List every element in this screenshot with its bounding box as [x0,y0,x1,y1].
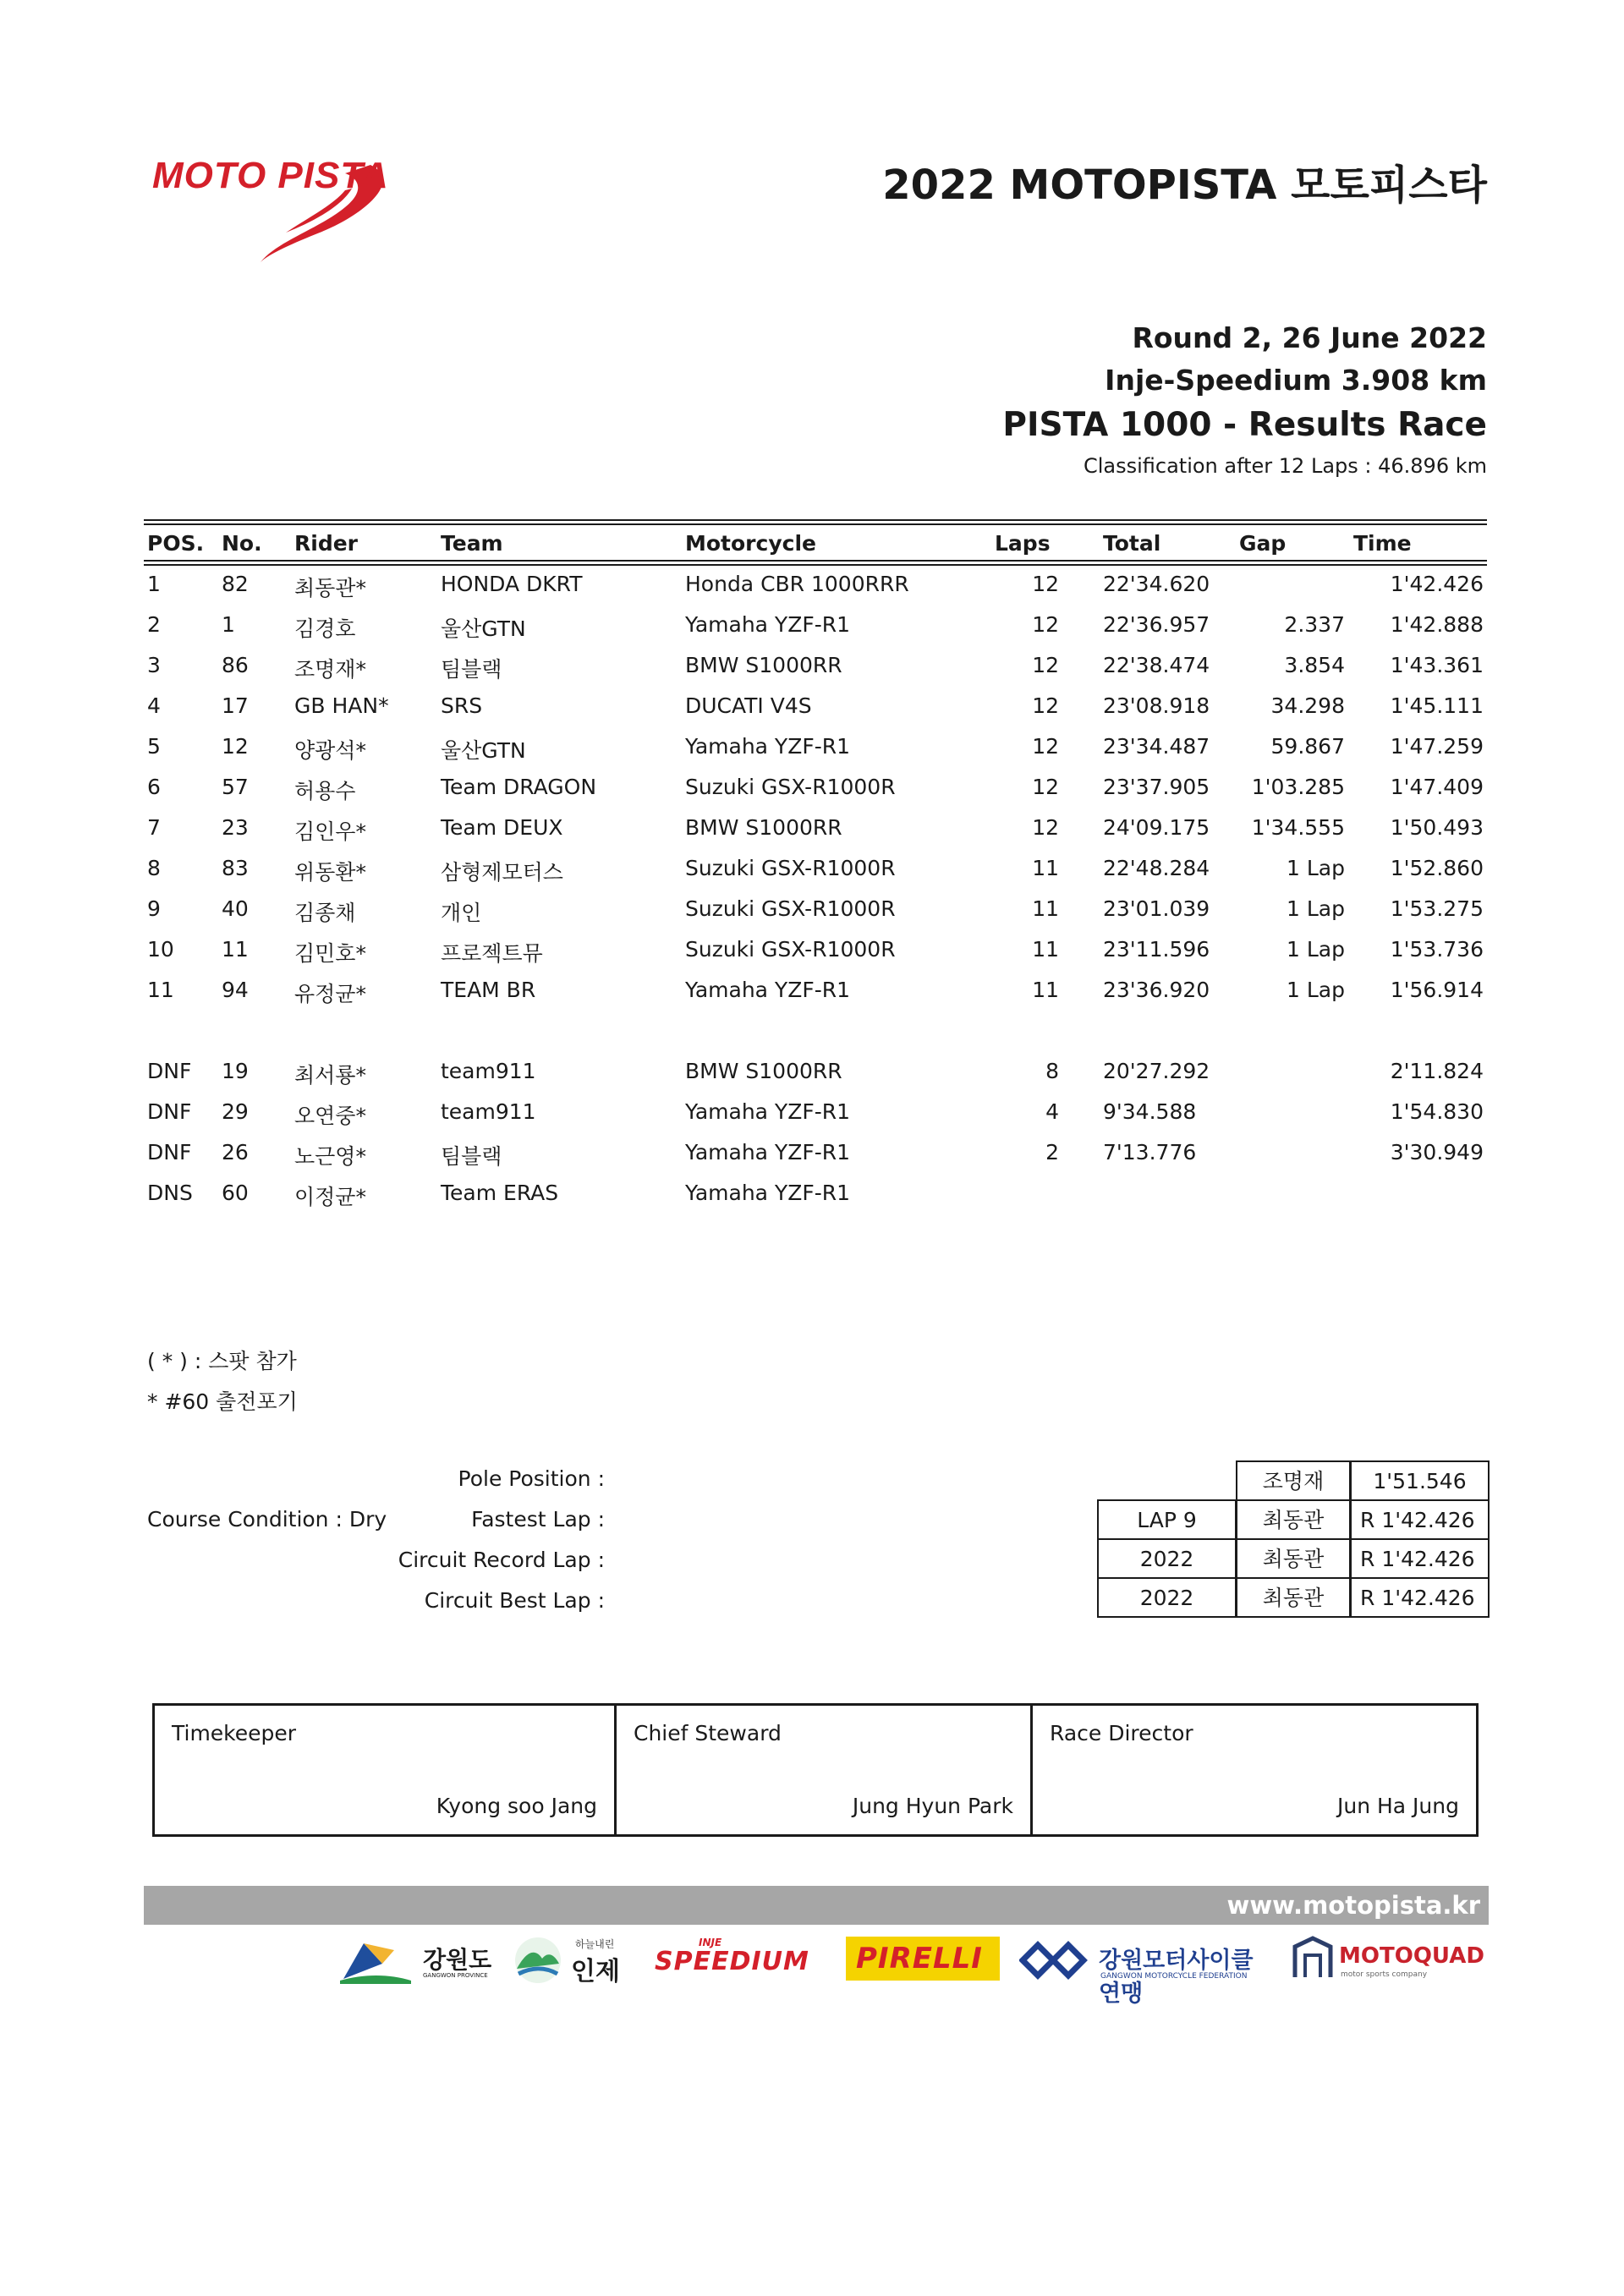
sponsor-gangwon [338,1935,499,1984]
col-laps: Laps [995,531,1051,556]
cell-pos: 1 [147,572,161,596]
cell-motorcycle: Honda CBR 1000RRR [685,572,909,596]
cell-rider: 김경호 [294,616,356,641]
cell-gap: 3.854 [1284,653,1345,677]
pole-time: 1'51.546 [1350,1460,1490,1501]
cell-total: 9'34.588 [1103,1099,1197,1124]
cell-rider: 최동관* [294,576,366,600]
cell-rider: 최서룡* [294,1063,366,1088]
cell-gap: 1'03.285 [1251,775,1345,799]
best-time: R 1'42.426 [1350,1577,1490,1618]
table-row-dns [0,1181,1624,1221]
page-title: 2022 MOTOPISTA 모토피스타 [882,162,1487,209]
cell-total: 22'48.284 [1103,856,1210,880]
cell-pos: 10 [147,937,174,962]
fastest-time: R 1'42.426 [1350,1499,1490,1540]
cell-pos: 7 [147,815,161,840]
cell-time: 1'42.888 [1390,612,1484,637]
fastest-lap-row [1097,1499,1490,1540]
table-row-dnf [0,1099,1624,1140]
table-header-rule-2 [144,564,1487,566]
table-row-dnf [0,1140,1624,1181]
cell-gap: 1'34.555 [1251,815,1345,840]
cell-team: Team DEUX [441,815,563,840]
cell-total: 24'09.175 [1103,815,1210,840]
cell-motorcycle: Yamaha YZF-R1 [685,1099,851,1124]
federation-text: 강원모터사이클연맹 [1099,1948,1254,2007]
cell-laps: 12 [1032,734,1059,759]
cell-total: 23'01.039 [1103,896,1210,921]
cell-no: 17 [222,693,249,718]
logo-text: MOTO PISTA [152,155,389,196]
cell-team: 울산GTN [441,738,526,763]
cell-laps: 2 [1045,1140,1059,1164]
motoquad-emblem-icon [1290,1935,1336,1984]
cell-motorcycle: Suzuki GSX-R1000R [685,775,896,799]
cell-rider: 허용수 [294,779,356,803]
cell-no: 23 [222,815,249,840]
cell-total: 22'36.957 [1103,612,1210,637]
cell-gap: 1 Lap [1287,856,1345,880]
cell-no: 86 [222,653,249,677]
cell-rider: 이정균* [294,1185,366,1209]
table-header-rule [144,560,1487,562]
cell-pos: 2 [147,612,161,637]
cell-laps: 12 [1032,693,1059,718]
cell-team: 삼형제모터스 [441,860,563,885]
record-rider: 최동관 [1236,1538,1351,1579]
chief-steward-role: Chief Steward [634,1721,782,1745]
cell-time: 1'54.830 [1390,1099,1484,1124]
cell-no: 12 [222,734,249,759]
cell-laps: 4 [1045,1099,1059,1124]
col-gap: Gap [1239,531,1287,556]
cell-no: 60 [222,1181,249,1205]
classification-info: Classification after 12 Laps : 46.896 km [1083,454,1487,478]
round-info: Round 2, 26 June 2022 [1132,321,1487,354]
cell-pos: 3 [147,653,161,677]
col-team: Team [441,531,503,556]
table-row [0,693,1624,734]
circuit-best-row [1097,1577,1490,1618]
table-row [0,775,1624,815]
cell-motorcycle: Suzuki GSX-R1000R [685,937,896,962]
best-year: 2022 [1097,1577,1237,1618]
cell-time: 1'47.259 [1390,734,1484,759]
cell-no: 1 [222,612,235,637]
col-time: Time [1353,531,1412,556]
cell-total: 23'37.905 [1103,775,1210,799]
table-row [0,896,1624,937]
cell-pos: 6 [147,775,161,799]
cell-total: 7'13.776 [1103,1140,1197,1164]
cell-rider: 김인우* [294,819,366,844]
cell-pos: DNF [147,1140,192,1164]
race-director-box [1030,1703,1479,1837]
table-row [0,572,1624,612]
cell-no: 57 [222,775,249,799]
cell-rider: 양광석* [294,738,366,763]
table-row [0,734,1624,775]
cell-team: 울산GTN [441,616,526,641]
sponsor-speedium [650,1935,827,1984]
cell-motorcycle: Yamaha YZF-R1 [685,978,851,1002]
cell-rider: 유정균* [294,982,366,1006]
cell-pos: 9 [147,896,161,921]
cell-no: 83 [222,856,249,880]
record-time: R 1'42.426 [1350,1538,1490,1579]
cell-time: 1'53.736 [1390,937,1484,962]
cell-gap: 59.867 [1270,734,1345,759]
fastest-lap-label: Fastest Lap : [471,1507,605,1532]
cell-laps: 12 [1032,815,1059,840]
cell-rider: 조명재* [294,657,366,682]
cell-laps: 12 [1032,612,1059,637]
circuit-best-label: Circuit Best Lap : [424,1588,605,1613]
cell-laps: 11 [1032,856,1059,880]
cell-total: 20'27.292 [1103,1059,1210,1083]
circuit-record-label: Circuit Record Lap : [398,1548,605,1572]
cell-rider: 노근영* [294,1144,366,1169]
speedium-text: SPEEDIUM [655,1947,809,1976]
cell-pos: DNF [147,1099,192,1124]
venue-info: Inje-Speedium 3.908 km [1105,364,1487,397]
inje-text: 인제 [571,1957,620,1986]
cell-no: 40 [222,896,249,921]
cell-motorcycle: Suzuki GSX-R1000R [685,896,896,921]
cell-laps: 11 [1032,978,1059,1002]
cell-team: Team ERAS [441,1181,559,1205]
cell-no: 82 [222,572,249,596]
pole-position-row [1097,1460,1490,1501]
cell-time: 2'11.824 [1390,1059,1484,1083]
cell-laps: 12 [1032,653,1059,677]
cell-pos: 11 [147,978,174,1002]
record-year: 2022 [1097,1538,1237,1579]
best-rider: 최동관 [1236,1577,1351,1618]
cell-team: 팀블랙 [441,657,502,682]
table-row [0,653,1624,693]
cell-no: 11 [222,937,249,962]
cell-pos: 5 [147,734,161,759]
cell-no: 19 [222,1059,249,1083]
cell-laps: 8 [1045,1059,1059,1083]
cell-pos: DNF [147,1059,192,1083]
cell-total: 22'34.620 [1103,572,1210,596]
timekeeper-role: Timekeeper [172,1721,297,1745]
table-row [0,978,1624,1018]
race-title: PISTA 1000 - Results Race [1002,406,1487,444]
cell-time: 1'56.914 [1390,978,1484,1002]
course-condition: Course Condition : Dry [147,1507,387,1532]
cell-motorcycle: BMW S1000RR [685,815,842,840]
cell-laps: 12 [1032,572,1059,596]
sponsor-motoquad [1290,1935,1484,1984]
cell-laps: 12 [1032,775,1059,799]
timekeeper-name: Kyong soo Jang [436,1794,597,1818]
cell-gap: 1 Lap [1287,937,1345,962]
cell-time: 1'52.860 [1390,856,1484,880]
col-pos: POS. [147,531,205,556]
inje-emblem-icon [512,1935,564,1984]
cell-total: 23'36.920 [1103,978,1210,1002]
website-link[interactable]: www.motopista.kr [1226,1891,1480,1920]
chief-steward-box [614,1703,1033,1837]
cell-team: Team DRAGON [441,775,597,799]
cell-total: 22'38.474 [1103,653,1210,677]
table-row [0,856,1624,896]
chief-steward-name: Jung Hyun Park [852,1794,1013,1818]
speedium-top-text: INJE [699,1937,722,1948]
race-director-name: Jun Ha Jung [1336,1794,1459,1818]
col-total: Total [1103,531,1161,556]
cell-laps: 11 [1032,937,1059,962]
cell-team: 개인 [441,901,482,925]
cell-time: 1'45.111 [1390,693,1484,718]
sponsor-inje [512,1935,630,1984]
cell-gap: 1 Lap [1287,978,1345,1002]
inje-small-text: 하늘내린 [575,1938,615,1950]
pole-rider: 조명재 [1236,1460,1351,1501]
sponsor-pirelli [846,1937,1000,1981]
cell-time: 1'50.493 [1390,815,1484,840]
cell-team: HONDA DKRT [441,572,583,596]
cell-rider: 김민호* [294,941,366,966]
cell-no: 29 [222,1099,249,1124]
cell-motorcycle: BMW S1000RR [685,653,842,677]
table-row [0,612,1624,653]
cell-motorcycle: Yamaha YZF-R1 [685,612,851,637]
cell-gap: 1 Lap [1287,896,1345,921]
cell-no: 94 [222,978,249,1002]
table-top-rule [144,519,1487,521]
table-row-dnf [0,1059,1624,1099]
cell-team: 프로젝트뮤 [441,941,543,966]
cell-total: 23'34.487 [1103,734,1210,759]
sponsor-federation [1019,1935,1273,2007]
cell-gap: 2.337 [1284,612,1345,637]
cell-team: team911 [441,1059,536,1083]
cell-motorcycle: Yamaha YZF-R1 [685,734,851,759]
cell-time: 1'42.426 [1390,572,1484,596]
cell-motorcycle: Yamaha YZF-R1 [685,1140,851,1164]
pole-position-label: Pole Position : [458,1466,605,1491]
circuit-record-row [1097,1538,1490,1579]
cell-rider: 위동환* [294,860,366,885]
federation-emblem-icon [1019,1935,1092,1984]
cell-time: 1'53.275 [1390,896,1484,921]
cell-team: TEAM BR [441,978,536,1002]
cell-pos: DNS [147,1181,193,1205]
cell-time: 1'43.361 [1390,653,1484,677]
cell-pos: 4 [147,693,161,718]
pirelli-text: PIRELLI [856,1942,983,1975]
cell-motorcycle: Suzuki GSX-R1000R [685,856,896,880]
federation-sub-text: GANGWON MOTORCYCLE FEDERATION [1100,1972,1248,1981]
cell-team: team911 [441,1099,536,1124]
gangwon-sub-text: GANGWON PROVINCE [423,1972,488,1979]
cell-time: 3'30.949 [1390,1140,1484,1164]
gangwon-text: 강원도 [423,1946,492,1974]
cell-total: 23'08.918 [1103,693,1210,718]
cell-no: 26 [222,1140,249,1164]
cell-pos: 8 [147,856,161,880]
cell-motorcycle: BMW S1000RR [685,1059,842,1083]
table-row [0,815,1624,856]
table-top-rule-2 [144,523,1487,525]
cell-rider: 김종채 [294,901,356,925]
race-director-role: Race Director [1050,1721,1193,1745]
cell-team: 팀블랙 [441,1144,502,1169]
col-rider: Rider [294,531,358,556]
fastest-rider: 최동관 [1236,1499,1351,1540]
cell-time: 1'47.409 [1390,775,1484,799]
motoquad-sub-text: motor sports company [1341,1970,1428,1979]
motoquad-text: MOTOQUAD [1339,1943,1484,1969]
fastest-lap-number: LAP 9 [1097,1499,1237,1540]
cell-rider: 오연중* [294,1104,366,1128]
cell-team: SRS [441,693,483,718]
col-no: No. [222,531,262,556]
spot-entry-note: ( * ) : 스팟 참가 [147,1349,297,1373]
cell-total: 23'11.596 [1103,937,1210,962]
timekeeper-box [152,1703,617,1837]
col-motorcycle: Motorcycle [685,531,816,556]
gangwon-emblem-icon [338,1935,414,1984]
cell-laps: 11 [1032,896,1059,921]
cell-gap: 34.298 [1270,693,1345,718]
cell-rider: GB HAN* [294,693,389,718]
cell-motorcycle: DUCATI V4S [685,693,812,718]
withdraw-note: * #60 출전포기 [147,1389,298,1414]
table-row [0,937,1624,978]
cell-motorcycle: Yamaha YZF-R1 [685,1181,851,1205]
